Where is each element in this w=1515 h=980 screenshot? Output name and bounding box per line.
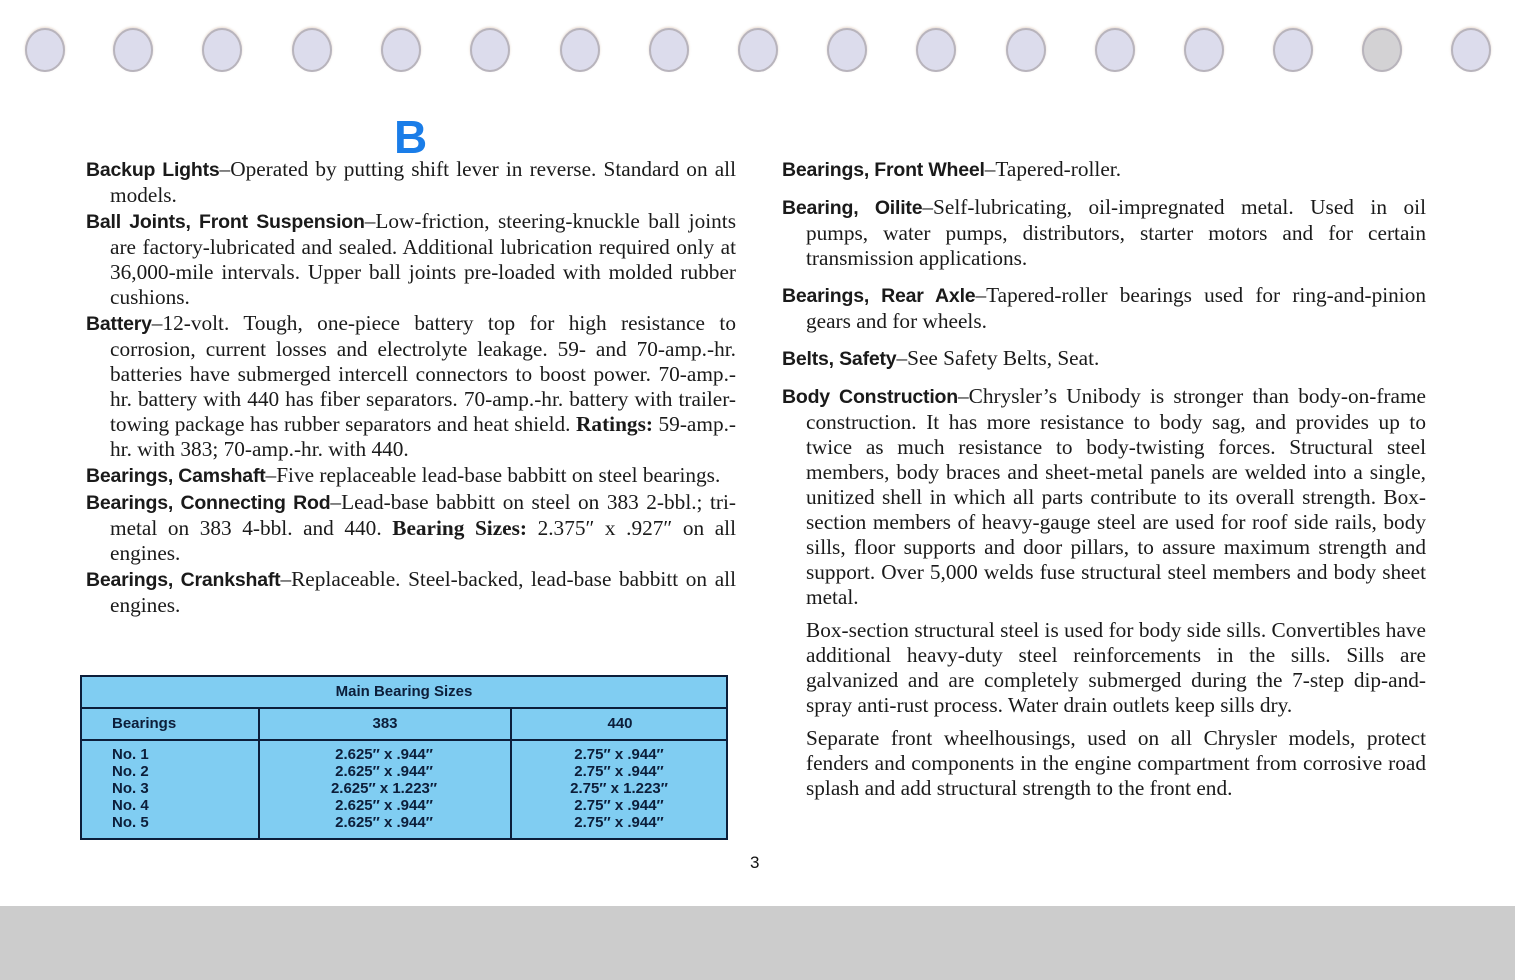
binder-hole	[292, 28, 332, 72]
binder-hole	[113, 28, 153, 72]
entry-text: See Safety Belts, Seat.	[907, 346, 1100, 370]
binder-hole	[560, 28, 600, 72]
glossary-entry: Bearings, Rear Axle–Tapered-roller bearings used for ring-and-pinion gears and for wheels.	[782, 283, 1426, 333]
entry-text: Tapered-roller bearings used for ring-and-pinion gears and for wheels.	[806, 283, 1426, 333]
table-cell: No. 1	[112, 746, 149, 763]
table-body	[82, 741, 726, 838]
table-cell: No. 2	[112, 763, 149, 780]
entry-text: 2.375″ x .927″ on all engines.	[110, 516, 736, 565]
table-cell: 2.75″ x .944″	[574, 797, 664, 814]
table-cell: 2.625″ x .944″	[335, 763, 433, 780]
entry-text: Operated by putting shift lever in reverse. Standard on all models.	[110, 157, 737, 207]
glossary-entry: Battery–12-volt. Tough, one-piece battery top for high resistance to corrosion, current losses and electrolyte leakage. 59- and 70-amp.-hr. batteries have submerged intercell connectors to boost power. 70-amp.-hr. battery with 440 has fiber separators. 70-amp.-hr. battery with trailer-towing package has rubber separators and heat shield. Ratings: 59-amp.-hr. with 383; 70-amp.-hr. with 440.	[86, 311, 737, 461]
page-bottom-edge	[0, 906, 1515, 980]
binder-hole	[1451, 28, 1491, 72]
entry-text: Self-lubricating, oil-impregnated metal. Used in oil pumps, water pumps, distributors, starter motors and for certain transmission applications.	[806, 195, 1426, 270]
section-letter: B	[394, 111, 428, 163]
binder-hole	[202, 28, 242, 72]
binder-hole	[25, 28, 65, 72]
entry-text: 59-amp.-hr. with 383; 70-amp.-hr. with 440.	[110, 412, 737, 461]
binder-holes	[0, 0, 1515, 100]
binder-hole	[738, 28, 778, 72]
left-column	[86, 157, 736, 619]
entry-term: Backup Lights	[86, 159, 220, 181]
binder-hole	[1362, 28, 1402, 72]
glossary-entry: Backup Lights–Operated by putting shift lever in reverse. Standard on all models.	[86, 157, 737, 207]
table-header-row	[82, 709, 726, 741]
glossary-entry: Belts, Safety–See Safety Belts, Seat.	[782, 346, 1100, 370]
entry-term: Ball Joints, Front Suspension	[86, 211, 365, 233]
glossary-entry: Bearings, Front Wheel–Tapered-roller.	[782, 157, 1122, 181]
entry-term: Bearings, Rear Axle	[782, 285, 976, 307]
body-paragraph: Box-section structural steel is used for body side sills. Convertibles have additional heavy-duty steel reinforcements in the sills. Sills are galvanized and are completely submerged during the 7-step dip-and-spray anti-rust process. Water drain outlets keep sills dry.	[806, 618, 1426, 717]
entry-term: Belts, Safety	[782, 348, 897, 370]
table-cell: 2.75″ x .944″	[574, 763, 664, 780]
binder-hole	[649, 28, 689, 72]
glossary-entry: Body Construction–Chrysler’s Unibody is stronger than body-on-frame construction. It has more resistance to body sag, and provides up to twice as much resistance to body-twisting forces. Structural steel members, body braces and sheet-metal panels are welded into a single, unitized shell in which all parts contribute to its overall strength. Box-section members of heavy-gauge steel are used for roof side rails, body sills, floor supports and door pillars, to assure maximum strength and support. Over 5,000 welds fuse structural steel members and body sheet metal.	[782, 384, 1426, 609]
table-cell: No. 5	[112, 814, 149, 831]
table-cell: 2.75″ x .944″	[574, 814, 664, 831]
glossary-entry: Bearings, Crankshaft–Replaceable. Steel-backed, lead-base babbitt on all engines.	[86, 567, 736, 617]
sizes-383-column	[258, 741, 508, 838]
table-title: Main Bearing Sizes	[82, 677, 726, 709]
sizes-440-column	[510, 741, 726, 838]
entry-text: Lead-base babbitt on steel on 383 2-bbl.; tri-metal on 383 4-bbl. and 440.	[110, 490, 736, 540]
table-cell: 2.625″ x 1.223″	[330, 780, 438, 797]
entry-text: Tapered-roller.	[995, 157, 1122, 181]
entry-term: Bearings, Front Wheel	[782, 159, 985, 181]
binder-hole	[1184, 28, 1224, 72]
table-cell: 2.625″ x .944″	[335, 814, 433, 831]
entry-text: Replaceable. Steel-backed, lead-base babbitt on all engines.	[110, 567, 736, 617]
glossary-entry: Bearings, Connecting Rod–Lead-base babbitt on steel on 383 2-bbl.; tri-metal on 383 4-bbl. and 440. Bearing Sizes: 2.375″ x .927″ on all engines.	[86, 490, 736, 565]
glossary-entry: Ball Joints, Front Suspension–Low-friction, steering-knuckle ball joints are factory-lubricated and sealed. Additional lubrication required only at 36,000-mile intervals. Upper ball joints pre-loaded with molded rubber cushions.	[86, 209, 737, 309]
binder-hole	[827, 28, 867, 72]
entry-label: Bearing Sizes:	[392, 516, 528, 540]
binder-hole	[1006, 28, 1046, 72]
table-cell: 2.75″ x 1.223″	[570, 780, 668, 797]
binder-hole	[381, 28, 421, 72]
entry-text: Chrysler’s Unibody is stronger than body-on-frame construction. It has more resistance to body sag, and provides up to twice as much resistance to body-twisting forces. Structural steel members, body braces and sheet-metal panels are welded into a single, unitized shell in which all parts contribute to its overall strength. Box-section members of heavy-gauge steel are used for roof side rails, body sills, floor supports and door pillars, to assure maximum strength and support. Over 5,000 welds fuse structural steel members and body sheet metal.	[806, 384, 1426, 609]
header-bearings: Bearings	[112, 715, 177, 732]
right-column	[782, 157, 1426, 813]
binder-hole	[1095, 28, 1135, 72]
binder-hole	[916, 28, 956, 72]
body-paragraph: Separate front wheelhousings, used on all Chrysler models, protect fenders and components in the engine compartment from corrosive road splash and add structural strength to the front end.	[806, 726, 1426, 800]
entry-text: Low-friction, steering-knuckle ball joints are factory-lubricated and sealed. Additional lubrication required only at 36,000-mile intervals. Upper ball joints pre-loaded with molded rubber cushions.	[110, 209, 737, 309]
table-cell: 2.625″ x .944″	[335, 746, 433, 763]
entry-label: Ratings:	[576, 412, 653, 436]
entry-text: Five replaceable lead-base babbitt on steel bearings.	[276, 463, 721, 487]
entry-term: Bearing, Oilite	[782, 197, 923, 219]
table-cell: No. 3	[112, 780, 149, 797]
header-383: 383	[258, 709, 510, 739]
entry-text: 12-volt. Tough, one-piece battery top for high resistance to corrosion, current losses and electrolyte leakage. 59- and 70-amp.-hr. batteries have submerged intercell connectors to boost power. 70-amp.-hr. battery with 440 has fiber separators. 70-amp.-hr. battery with trailer-towing package has rubber separators and heat shield.	[110, 311, 736, 436]
table-cell: No. 4	[112, 797, 149, 814]
glossary-entry: Bearing, Oilite–Self-lubricating, oil-impregnated metal. Used in oil pumps, water pumps, distributors, starter motors and for certain transmission applications.	[782, 195, 1426, 270]
entry-term: Bearings, Camshaft	[86, 465, 266, 487]
entry-term: Bearings, Connecting Rod	[86, 492, 331, 514]
main-bearing-sizes-table	[80, 675, 728, 840]
glossary-entry: Bearings, Camshaft–Five replaceable lead-base babbitt on steel bearings.	[86, 463, 721, 487]
table-cell: 2.625″ x .944″	[335, 797, 433, 814]
entry-term: Body Construction	[782, 386, 958, 408]
binder-hole	[1273, 28, 1313, 72]
header-440: 440	[510, 709, 728, 739]
entry-term: Battery	[86, 313, 152, 335]
table-cell: 2.75″ x .944″	[574, 746, 664, 763]
binder-hole	[470, 28, 510, 72]
page-number: 3	[750, 853, 760, 872]
entry-term: Bearings, Crankshaft	[86, 569, 281, 591]
bearing-names-column	[82, 741, 256, 838]
